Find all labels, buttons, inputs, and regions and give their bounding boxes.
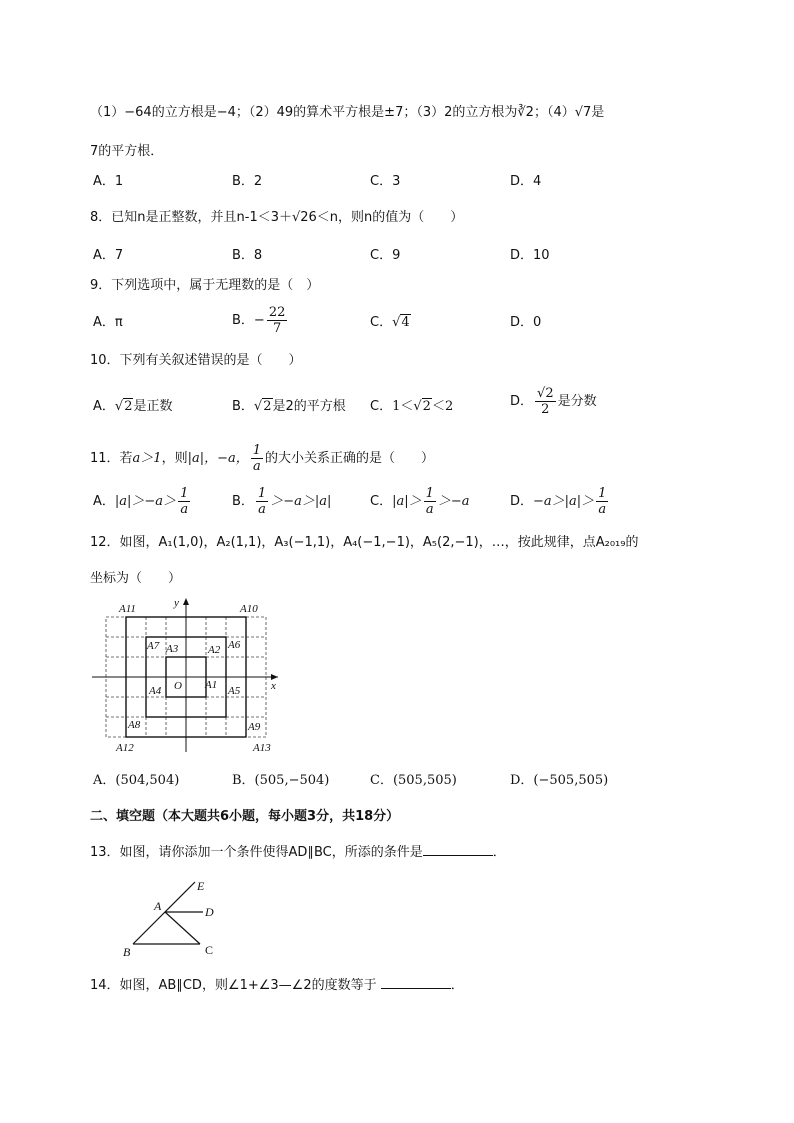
q10-option-a [93, 397, 173, 417]
q11-stem-prefix: 11．若 [90, 451, 133, 466]
q11-option-c [370, 486, 470, 517]
q7-option-d: D．4 [510, 174, 542, 189]
q10-option-d [510, 386, 597, 417]
q12-label-a6: A6 [228, 639, 241, 651]
q10-option-b-sqrt: √2 [253, 399, 272, 414]
q7-option-c: C．3 [370, 174, 401, 189]
q10-option-b-radicand: 2 [263, 399, 272, 414]
q11-option-a [93, 486, 192, 517]
q12-option-d: D．(−505,505) [510, 773, 609, 788]
q13-figure [115, 876, 225, 961]
q11-option-d [510, 486, 610, 517]
q11-option-a-prefix: A． [93, 494, 115, 509]
q10-option-d-numerator: √2 [537, 386, 554, 401]
q11-stem-neg: ，−a， [204, 451, 249, 466]
q9-option-b-fraction [267, 305, 288, 336]
q12-y-label: y [174, 597, 179, 609]
q9-option-c-sqrt: √4 [392, 315, 410, 330]
q12-label-a5: A5 [228, 685, 241, 697]
q10-option-a-suffix: 是正数 [133, 399, 173, 414]
q9-option-b-numerator: 22 [268, 305, 286, 320]
q7-option-a: A．1 [93, 174, 124, 189]
q11-stem-fraction-den: a [253, 459, 261, 474]
q11-option-a-expr: |a|＞−a＞ [114, 494, 177, 509]
q7-line2: 7的平方根． [90, 144, 164, 159]
q11-stem-fraction-num: 1 [252, 443, 262, 458]
q10-option-d-denominator: 2 [541, 402, 550, 417]
q8-option-d: D．10 [510, 248, 550, 263]
q10-option-d-prefix: D． [510, 394, 534, 409]
q10-option-d-suffix: 是分数 [557, 394, 597, 409]
q10-option-c [370, 397, 453, 417]
q10-option-a-radicand: 2 [124, 399, 133, 414]
q10-option-a-sqrt: √2 [114, 399, 133, 414]
q12-option-a: A．(504,504) [93, 773, 180, 788]
q12-label-a8: A8 [128, 719, 141, 731]
q9-option-b [232, 305, 289, 336]
q11-stem-fraction [251, 443, 263, 474]
q12-label-a13: A13 [253, 742, 271, 754]
q13-stem-end: ． [492, 845, 506, 860]
q11-option-d-prefix: D． [510, 494, 534, 509]
q10-option-c-right: ＜2 [431, 399, 454, 414]
q12-figure [88, 596, 288, 756]
q10-option-b [232, 397, 346, 417]
q8-stem: 8．已知n是正整数，并且n-1＜3＋√26＜n，则n的值为（ ） [90, 210, 464, 225]
q12-label-a11: A11 [119, 603, 136, 615]
q12-label-a7: A7 [147, 640, 160, 652]
q11-stem-suffix: 的大小关系正确的是（ ） [265, 451, 435, 466]
q11-option-b-fraction-den: a [258, 502, 266, 517]
q7-option-b: B．2 [232, 174, 263, 189]
q10-stem: 10．下列有关叙述错误的是（ ） [90, 353, 302, 368]
q12-label-a12: A12 [116, 742, 134, 754]
q10-option-c-radicand: 2 [422, 399, 431, 414]
q9-option-b-denominator: 7 [272, 321, 282, 336]
q10-option-c-sqrt: √2 [413, 399, 431, 414]
q14-stem-end: ． [450, 978, 464, 993]
q13-label-e: E [197, 879, 205, 893]
section-2-heading: 二、填空题（本大题共6小题，每小题3分，共18分） [90, 809, 400, 824]
q12-x-label: x [271, 680, 276, 692]
q12-origin-label: O [174, 680, 182, 692]
q11-option-b-fraction [256, 486, 268, 517]
q13-segment-ac [165, 912, 200, 944]
q13-label-c: C [205, 943, 214, 957]
q9-option-c-prefix: C． [370, 315, 393, 330]
q11-option-b-prefix: B． [232, 494, 254, 509]
q11-option-a-fraction [178, 486, 190, 517]
q10-option-c-left: 1＜ [392, 399, 414, 414]
q11-option-c-prefix: C． [370, 494, 393, 509]
q11-option-b-fraction-num: 1 [257, 486, 267, 501]
q8-option-a: A．7 [93, 248, 124, 263]
q13-stem [90, 841, 506, 863]
q11-option-d-fraction [596, 486, 608, 517]
q9-option-d: D．0 [510, 315, 542, 330]
q13-label-b: B [123, 945, 131, 959]
q11-option-c-fraction-den: a [425, 502, 434, 517]
q10-option-a-prefix: A． [93, 399, 115, 414]
q12-label-a3: A3 [166, 643, 179, 655]
q13-line-be [133, 882, 195, 944]
q10-option-b-suffix: 是2的平方根 [272, 399, 346, 414]
q12-y-arrow [183, 598, 189, 605]
q13-stem-text: 13．如图，请你添加一个条件使得AD∥BC，所添的条件是 [90, 845, 423, 860]
q8-option-b: B．8 [232, 248, 263, 263]
q9-option-c [370, 313, 411, 333]
q12-option-c: C．(505,505) [370, 773, 457, 788]
q11-option-c-expr2: ＞−a [437, 494, 470, 509]
q11-option-c-fraction-num: 1 [425, 486, 434, 501]
q11-option-d-expr: −a＞|a|＞ [533, 494, 595, 509]
q11-stem-mid: ，则 [161, 451, 188, 466]
q14-stem [90, 974, 464, 996]
q11-stem-abs: |a| [187, 451, 205, 466]
q12-option-b: B．(505,−504) [232, 773, 330, 788]
q11-option-c-fraction [424, 486, 436, 517]
q10-option-d-radicand: 2 [545, 386, 554, 401]
q11-option-c-expr: |a|＞ [392, 494, 422, 509]
q14-stem-text: 14．如图，AB∥CD，则∠1+∠3—∠2的度数等于 [90, 978, 377, 993]
q8-option-c: C．9 [370, 248, 401, 263]
q12-line2: 坐标为（ ） [90, 571, 182, 586]
q14-answer-blank[interactable] [381, 974, 451, 989]
q9-option-c-radicand: 4 [401, 315, 410, 330]
q11-option-d-fraction-den: a [598, 502, 607, 517]
q10-option-d-fraction [535, 386, 556, 417]
q12-label-a9: A9 [248, 721, 261, 733]
q12-label-a1: A1 [205, 679, 218, 691]
q12-line1: 12．如图，A₁(1,0)，A₂(1,1)，A₃(−1,1)，A₄(−1,−1)，A₅(2,−1)，…，按此规律，点A₂₀₁₉的 [90, 535, 639, 550]
q9-stem: 9．下列选项中，属于无理数的是（ ） [90, 278, 320, 293]
q11-option-b-expr: ＞−a＞|a| [270, 494, 332, 509]
q10-option-c-prefix: C． [370, 399, 393, 414]
q11-option-a-fraction-num: 1 [180, 486, 189, 501]
q13-answer-blank[interactable] [423, 841, 493, 856]
q7-line1: （1）−64的立方根是−4；（2）49的算术平方根是±7；（3）2的立方根为∛2；（4）√7是 [90, 105, 605, 120]
q13-label-a: A [154, 899, 162, 913]
q11-stem [90, 443, 434, 474]
q9-option-b-prefix: B．− [232, 313, 265, 328]
q11-option-a-fraction-den: a [180, 502, 189, 517]
q11-option-b [232, 486, 331, 517]
q13-label-d: D [205, 905, 214, 919]
q12-label-a10: A10 [240, 603, 258, 615]
q12-label-a4: A4 [149, 685, 162, 697]
q9-option-a: A．π [93, 315, 123, 330]
q12-label-a2: A2 [208, 644, 221, 656]
q11-option-d-fraction-num: 1 [598, 486, 607, 501]
q11-stem-condition: a＞1 [132, 451, 162, 466]
q10-option-b-prefix: B． [232, 399, 254, 414]
